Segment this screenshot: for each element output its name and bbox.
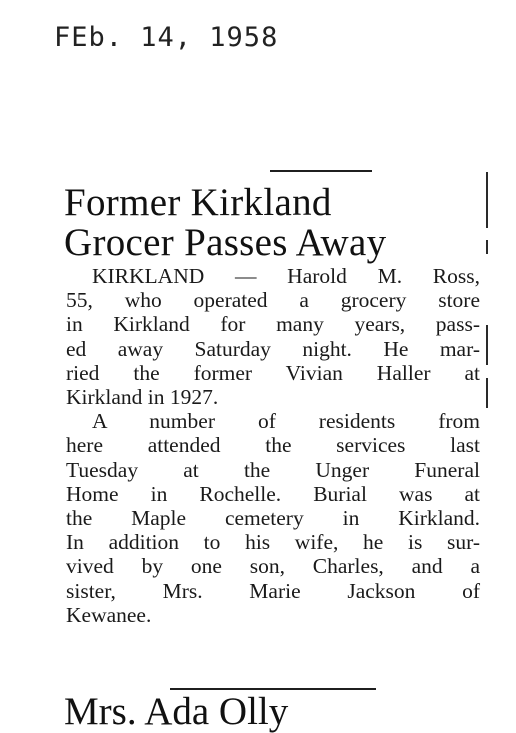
column-edge-mark	[486, 378, 488, 408]
body-line: in Kirkland for many years, pass-	[66, 312, 480, 337]
body-line: Home in Rochelle. Burial was at	[66, 481, 480, 506]
body-line: In addition to his wife, he is sur-	[66, 530, 480, 555]
body-line: 55, who operated a grocery store	[66, 288, 480, 313]
body-line: KIRKLAND — Harold M. Ross,	[92, 264, 480, 288]
column-edge-mark	[486, 240, 488, 254]
body-line: here attended the services last	[66, 433, 480, 458]
headline-line-1: Former Kirkland	[64, 181, 332, 224]
body-line: Kewanee.	[66, 602, 152, 627]
headline-line-2: Grocer Passes Away	[64, 221, 387, 264]
body-line: vived by one son, Charles, and a	[66, 554, 480, 579]
column-edge-mark	[486, 172, 488, 228]
body-line: A number of residents from	[92, 409, 480, 434]
column-edge-mark	[486, 325, 488, 365]
body-line: sister, Mrs. Marie Jackson of	[66, 578, 480, 603]
body-line: ried the former Vivian Haller at	[66, 360, 480, 385]
body-line: the Maple cemetery in Kirkland.	[66, 506, 480, 531]
top-divider	[270, 170, 372, 172]
article-headline	[64, 183, 484, 263]
paragraph-1	[66, 264, 480, 409]
next-article-headline: Mrs. Ada Olly	[64, 690, 289, 733]
body-line: Kirkland in 1927.	[66, 385, 219, 410]
article-body	[66, 264, 480, 627]
body-line: Tuesday at the Unger Funeral	[66, 457, 480, 482]
body-line: ed away Saturday night. He mar-	[66, 336, 480, 361]
paragraph-2	[66, 409, 480, 627]
date-stamp: FEb. 14, 1958	[54, 22, 279, 53]
